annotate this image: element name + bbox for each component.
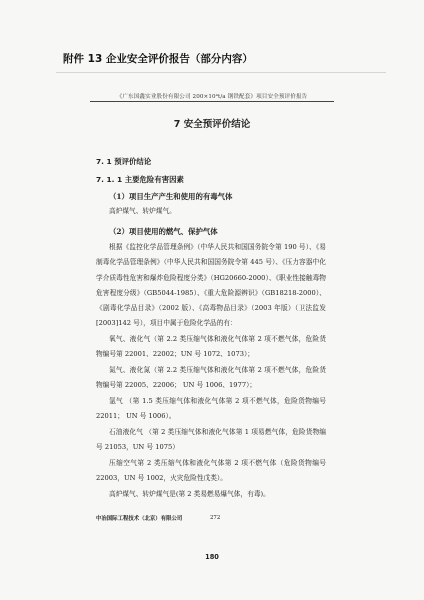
report-running-head: 《广东国鑫实业股份有限公司 200×10⁴t/a 钢铁配套》项目安全预评价报告	[116, 94, 308, 100]
section-title: 7. 1 预评价结论	[96, 157, 152, 166]
item1-text: 高炉煤气、转炉煤气。	[109, 207, 176, 215]
item2-title: （2）项目使用的燃气、保护气体	[109, 227, 218, 236]
regulations-paragraph: 根据《监控化学品管理条例》（中华人民共和国国务院令第 190 号）、《易制毒化学品管理条例》（中华人民共和国国务院令第 445 号）、《压力容器中化学介质毒性危害和爆炸危险程度分类》（HG20660-2000）、《职业性接触毒物危害程度分级》（GB5044-1985）、《重大危险源辨识》（GB18218-2000）、《剧毒化学品目录》（2002 版）、《高毒物品目录》（2003 年版）（卫法监发[2003]142 号），项目中属于危险化学品的有：	[96, 243, 326, 328]
attachment-title: 附件 13 企业安全评价报告（部分内容）	[63, 53, 253, 65]
page-number: 180	[205, 553, 219, 561]
lpg-paragraph: 石油液化气 （第 2 类压缩气体和液化气体第 1 项易燃气体，危险货物编号 21053，UN 号 1075）	[96, 428, 326, 452]
chapter-title: 7 安全预评价结论	[173, 119, 251, 130]
report-footer-page: 272	[210, 515, 221, 521]
argon-paragraph: 氩气 （第 1.5 类压缩气体和液化气体第 2 项不燃气体，危险货物编号 22011； UN 号 1006）。	[96, 397, 326, 421]
oxygen-paragraph: 氧气、液化气（第 2.2 类压缩气体和液化气体第 2 项不燃气体，危险货物编号第 22001、22002；UN 号 1072、1073）；	[96, 335, 326, 359]
subsection-title: 7. 1. 1 主要危险有害因素	[96, 175, 184, 184]
running-head-rule	[90, 101, 334, 102]
nitrogen-paragraph: 氮气、液化氮（第 2.2 类压缩气体和液化气体第 2 项不燃气体，危险货物编号第 22005、22006； UN 号 1006、1977）；	[96, 366, 326, 390]
furnace-gas-paragraph: 高炉煤气、转炉煤气是(第 2 类易燃易爆气体，有毒)。	[109, 490, 270, 498]
compressed-air-paragraph: 压缩空气第 2 类压缩气体和液化气体第 2 项不燃气体（危险货物编号 22003，UN 号 1002，火灾危险性戊类）。	[96, 459, 326, 483]
report-footer-organization: 中冶国际工程技术（北京）有限公司	[96, 516, 183, 522]
item1-title: （1）项目生产产生和使用的有毒气体	[109, 192, 233, 201]
